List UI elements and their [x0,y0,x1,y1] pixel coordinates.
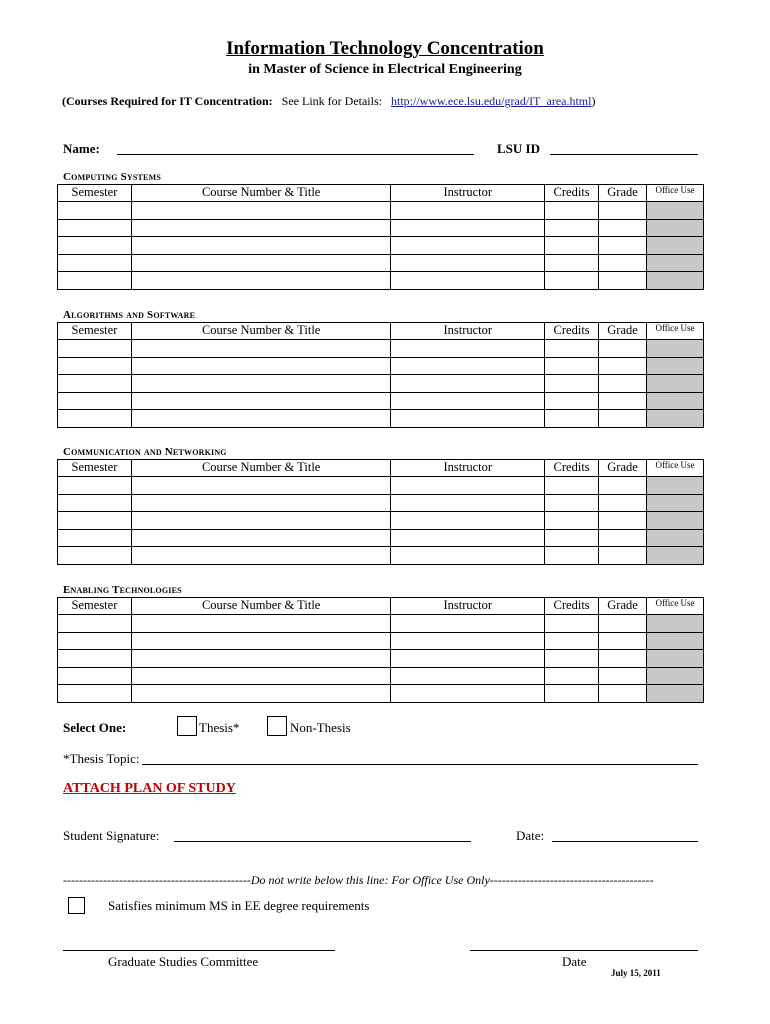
courses-required-label: (Courses Required for IT Concentration: [62,94,273,108]
course-table-algorithms-software [57,322,704,428]
table-row [58,410,704,428]
credits-cell[interactable] [545,667,599,685]
course-cell[interactable] [131,667,390,685]
header-grade: Grade [599,185,647,202]
attach-plan-notice: ATTACH PLAN OF STUDY [63,781,236,796]
semester-cell[interactable] [58,667,132,685]
semester-cell[interactable] [58,650,132,668]
semester-cell[interactable] [58,685,132,703]
course-cell[interactable] [131,202,390,220]
grade-cell[interactable] [599,667,647,685]
date-label: Date: [516,828,545,843]
credits-cell[interactable] [545,512,599,530]
course-cell[interactable] [131,272,390,290]
office-use-cell [647,477,704,495]
date-field[interactable] [552,841,698,842]
course-cell[interactable] [131,237,390,255]
semester-cell[interactable] [58,410,132,428]
credits-cell[interactable] [545,392,599,410]
semester-cell[interactable] [58,202,132,220]
course-table-computing-systems [57,184,704,290]
header-grade: Grade [599,323,647,340]
instructor-cell[interactable] [391,410,545,428]
course-cell[interactable] [131,254,390,272]
office-use-cell [647,547,704,565]
instructor-cell[interactable] [391,237,545,255]
instructor-cell[interactable] [391,615,545,633]
header-instructor: Instructor [391,598,545,615]
section-title-enabling-technologies: Enabling Technologies [63,584,182,596]
grade-cell[interactable] [599,237,647,255]
office-use-cell [647,667,704,685]
semester-cell[interactable] [58,632,132,650]
section-title-communication-networking: Communication and Networking [63,446,227,458]
instructor-cell[interactable] [391,512,545,530]
header-semester: Semester [58,185,132,202]
course-cell[interactable] [131,615,390,633]
header-grade: Grade [599,598,647,615]
grade-cell[interactable] [599,254,647,272]
table-row [58,494,704,512]
grade-cell[interactable] [599,547,647,565]
instructor-cell[interactable] [391,477,545,495]
it-area-link[interactable]: http://www.ece.lsu.edu/grad/IT_area.html [390,94,592,108]
table-row [58,254,704,272]
table-header-row [58,460,704,477]
grade-cell[interactable] [599,375,647,393]
office-use-cell [647,410,704,428]
header-course: Course Number & Title [131,460,390,477]
credits-cell[interactable] [545,477,599,495]
table-header-row [58,323,704,340]
header-credits: Credits [545,323,599,340]
course-cell[interactable] [131,357,390,375]
credits-cell[interactable] [545,494,599,512]
grade-cell[interactable] [599,202,647,220]
office-use-cell [647,685,704,703]
page-title: Information Technology Concentration [226,38,544,59]
semester-cell[interactable] [58,512,132,530]
instructor-cell[interactable] [391,254,545,272]
table-header-row [58,185,704,202]
lsu-id-label: LSU ID [497,141,540,156]
header-credits: Credits [545,460,599,477]
office-use-cell [647,650,704,668]
office-use-cell [647,615,704,633]
credits-cell[interactable] [545,547,599,565]
instructor-cell[interactable] [391,685,545,703]
instructor-cell[interactable] [391,392,545,410]
table-row [58,392,704,410]
credits-cell[interactable] [545,650,599,668]
committee-signature-line[interactable] [63,950,335,951]
requirements-checkbox[interactable] [68,897,85,914]
semester-cell[interactable] [58,237,132,255]
table-row [58,477,704,495]
office-use-cell [647,375,704,393]
instructor-cell[interactable] [391,547,545,565]
thesis-topic-label: *Thesis Topic: [63,751,140,766]
table-row [58,357,704,375]
non-thesis-label: Non-Thesis [290,720,351,735]
course-cell[interactable] [131,632,390,650]
header-credits: Credits [545,185,599,202]
office-use-cell [647,219,704,237]
credits-cell[interactable] [545,340,599,358]
header-office-use: Office Use [647,460,704,477]
course-table-enabling-technologies [57,597,704,703]
table-row [58,237,704,255]
instructor-cell[interactable] [391,650,545,668]
section-title-computing-systems: Computing Systems [63,171,161,183]
course-cell[interactable] [131,494,390,512]
semester-cell[interactable] [58,494,132,512]
grade-cell[interactable] [599,512,647,530]
table-row [58,685,704,703]
grade-cell[interactable] [599,650,647,668]
header-instructor: Instructor [391,323,545,340]
course-cell[interactable] [131,685,390,703]
instructor-cell[interactable] [391,632,545,650]
course-cell[interactable] [131,650,390,668]
grade-cell[interactable] [599,340,647,358]
office-use-cell [647,512,704,530]
header-instructor: Instructor [391,185,545,202]
semester-cell[interactable] [58,529,132,547]
grade-cell[interactable] [599,392,647,410]
semester-cell[interactable] [58,547,132,565]
thesis-checkbox[interactable] [177,716,197,736]
select-one-label: Select One: [63,720,127,735]
semester-cell[interactable] [58,254,132,272]
name-label: Name: [63,141,100,156]
header-office-use: Office Use [647,185,704,202]
student-signature-field[interactable] [174,841,471,842]
grade-cell[interactable] [599,615,647,633]
credits-cell[interactable] [545,529,599,547]
header-course: Course Number & Title [131,185,390,202]
semester-cell[interactable] [58,357,132,375]
header-course: Course Number & Title [131,598,390,615]
grade-cell[interactable] [599,410,647,428]
see-link-label: See Link for Details: [281,94,382,108]
table-row [58,375,704,393]
grade-cell[interactable] [599,494,647,512]
credits-cell[interactable] [545,272,599,290]
committee-label: Graduate Studies Committee [108,954,259,969]
name-field[interactable] [117,154,474,155]
semester-cell[interactable] [58,392,132,410]
table-row [58,272,704,290]
semester-cell[interactable] [58,219,132,237]
non-thesis-checkbox[interactable] [267,716,287,736]
office-use-cell [647,494,704,512]
office-use-cell [647,202,704,220]
course-cell[interactable] [131,547,390,565]
header-office-use: Office Use [647,598,704,615]
page-subtitle: in Master of Science in Electrical Engineering [248,62,522,77]
divider-dashes-right: ----------------------------------------- [489,873,654,887]
course-table-communication-networking [57,459,704,565]
header-grade: Grade [599,460,647,477]
header-semester: Semester [58,598,132,615]
instructor-cell[interactable] [391,357,545,375]
table-row [58,632,704,650]
instructor-cell[interactable] [391,219,545,237]
table-row [58,667,704,685]
student-signature-label: Student Signature: [63,828,160,843]
link-close-paren: ) [591,94,596,108]
credits-cell[interactable] [545,410,599,428]
credits-cell[interactable] [545,357,599,375]
semester-cell[interactable] [58,477,132,495]
thesis-topic-field[interactable] [142,764,698,765]
grade-cell[interactable] [599,685,647,703]
table-row [58,340,704,358]
credits-cell[interactable] [545,202,599,220]
course-cell[interactable] [131,410,390,428]
courses-required-line [62,94,595,109]
semester-cell[interactable] [58,615,132,633]
grade-cell[interactable] [599,529,647,547]
credits-cell[interactable] [545,375,599,393]
table-row [58,650,704,668]
office-use-cell [647,254,704,272]
course-cell[interactable] [131,219,390,237]
credits-cell[interactable] [545,254,599,272]
table-row [58,202,704,220]
committee-date-label: Date [562,954,587,969]
instructor-cell[interactable] [391,667,545,685]
header-semester: Semester [58,460,132,477]
course-cell[interactable] [131,375,390,393]
office-use-only-text: Do not write below this line: For Office Use Only [250,873,490,887]
office-use-cell [647,272,704,290]
office-use-divider [63,873,654,888]
grade-cell[interactable] [599,219,647,237]
header-credits: Credits [545,598,599,615]
table-row [58,512,704,530]
grade-cell[interactable] [599,477,647,495]
course-cell[interactable] [131,392,390,410]
office-use-cell [647,529,704,547]
instructor-cell[interactable] [391,202,545,220]
instructor-cell[interactable] [391,529,545,547]
revision-date: July 15, 2011 [611,968,661,978]
grade-cell[interactable] [599,632,647,650]
section-title-algorithms-software: Algorithms and Software [63,309,196,321]
table-row [58,219,704,237]
table-row [58,547,704,565]
instructor-cell[interactable] [391,272,545,290]
header-course: Course Number & Title [131,323,390,340]
course-cell[interactable] [131,512,390,530]
credits-cell[interactable] [545,219,599,237]
office-use-cell [647,237,704,255]
semester-cell[interactable] [58,272,132,290]
table-header-row [58,598,704,615]
requirements-label: Satisfies minimum MS in EE degree requirements [108,898,370,913]
credits-cell[interactable] [545,237,599,255]
credits-cell[interactable] [545,615,599,633]
office-use-cell [647,632,704,650]
credits-cell[interactable] [545,632,599,650]
header-semester: Semester [58,323,132,340]
committee-date-line[interactable] [470,950,698,951]
office-use-cell [647,340,704,358]
credits-cell[interactable] [545,685,599,703]
course-cell[interactable] [131,340,390,358]
office-use-cell [647,357,704,375]
grade-cell[interactable] [599,272,647,290]
table-row [58,615,704,633]
semester-cell[interactable] [58,340,132,358]
divider-dashes-left: ----------------------------------------------- [63,873,251,887]
lsu-id-field[interactable] [550,154,698,155]
header-office-use: Office Use [647,323,704,340]
thesis-label: Thesis* [199,720,240,735]
table-row [58,529,704,547]
grade-cell[interactable] [599,357,647,375]
course-cell[interactable] [131,529,390,547]
header-instructor: Instructor [391,460,545,477]
instructor-cell[interactable] [391,340,545,358]
course-cell[interactable] [131,477,390,495]
instructor-cell[interactable] [391,494,545,512]
instructor-cell[interactable] [391,375,545,393]
office-use-cell [647,392,704,410]
semester-cell[interactable] [58,375,132,393]
